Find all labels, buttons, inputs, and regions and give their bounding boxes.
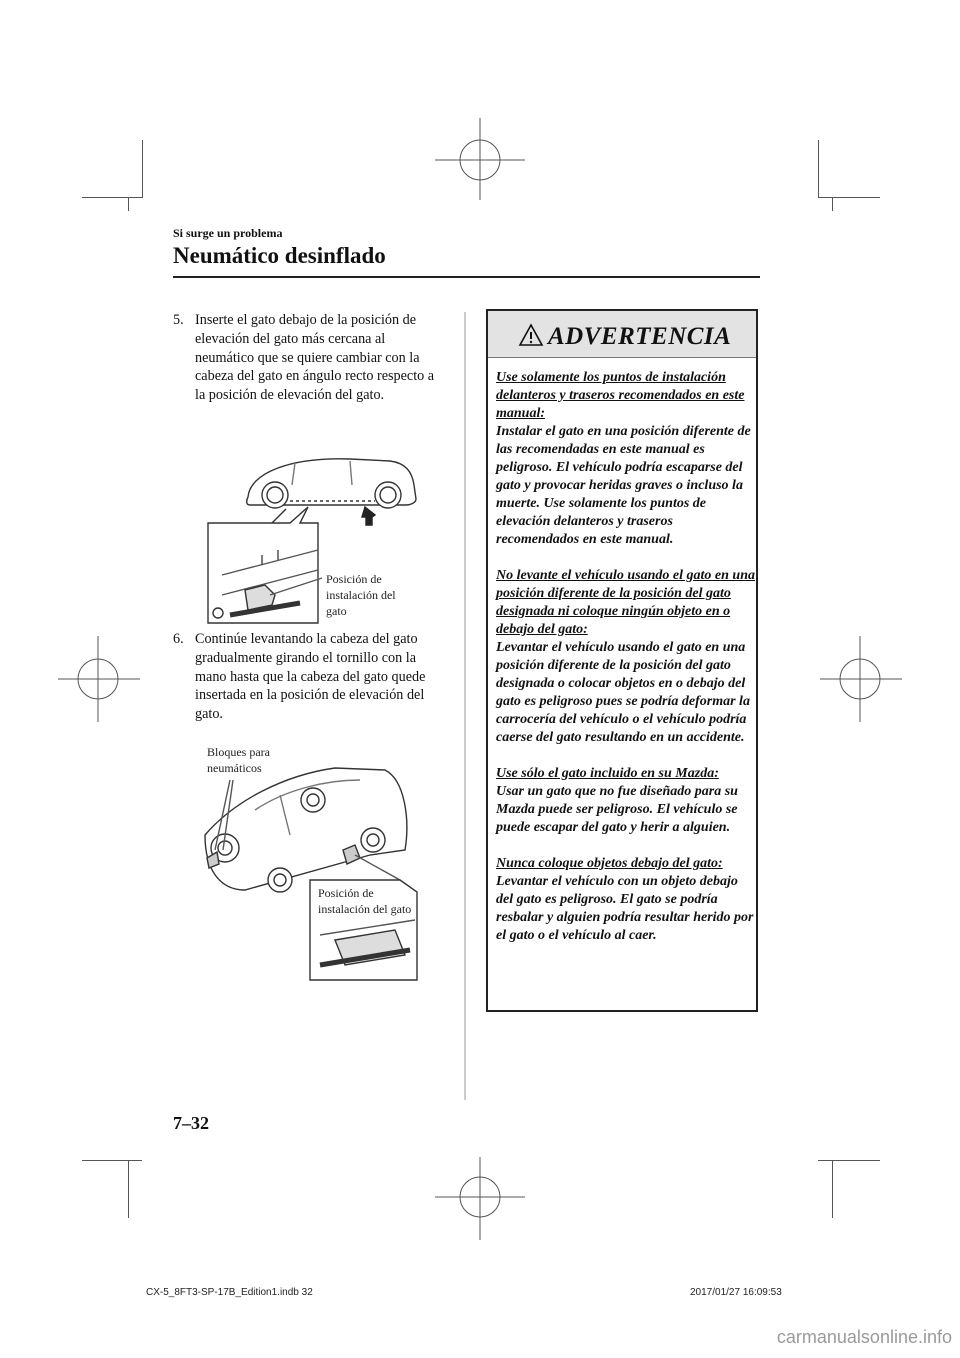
step-text: Inserte el gato debajo de la posición de elevación del gato más cercana al neumático que se quiere cambiar con la cabeza del gato en ángulo recto respecto a la posición de elevación del gato. [195,312,435,404]
warning-paragraph [496,567,758,747]
footer-file: CX-5_8FT3-SP-17B_Edition1.indb 32 [146,1287,313,1298]
step-6 [173,630,443,724]
figure2-blocks-label-line: Bloques para [207,745,270,759]
figure2-blocks-label [207,744,270,776]
section-label: Si surge un problema [173,226,283,240]
watermark: carmanualsonline.info [776,1327,952,1347]
figure1-label [326,571,396,619]
warning-triangle-icon [518,323,544,347]
warning-heading: No levante el vehículo usando el gato en una posición diferente de la posición del gato designada ni coloque ningún objeto en o debajo del gato: [496,568,755,637]
figure-jack-lift [195,740,425,985]
footer-timestamp: 2017/01/27 16:09:53 [690,1287,782,1298]
header-rule [173,276,760,278]
page-number: 7–32 [173,1113,209,1133]
warning-text: Levantar el vehículo con un objeto debajo del gato es peligroso. El gato se podría resbalar y alguien podría resultar herido por el gato o el vehículo al caer. [496,874,754,943]
warning-paragraph [496,765,758,837]
page-title: Neumático desinflado [173,243,386,268]
warning-text: Usar un gato que no fue diseñado para su Mazda puede ser peligroso. El vehículo se puede escapar del gato y herir a alguien. [496,784,738,835]
warning-paragraph [496,855,758,945]
figure2-jack-label-line: Posición de [318,886,374,900]
step-number: 5. [173,312,184,328]
warning-header [488,311,756,358]
figure1-label-line: Posición de [326,572,382,586]
figure2-jack-label [318,885,411,917]
step-text: Continúe levantando la cabeza del gato gradualmente girando el tornillo con la mano hasta que la cabeza del gato quede insertada en la posición de elevación del gato. [195,631,426,723]
figure2-blocks-label-line: neumáticos [207,761,262,775]
warning-heading: Nunca coloque objetos debajo del gato: [496,856,723,871]
warning-body [496,369,758,963]
figure1-label-line: instalación del [326,588,396,602]
warning-text: Instalar el gato en una posición diferente de las recomendadas en este manual es peligroso. El vehículo podría escaparse del gato y provocar heridas graves o incluso la muerte. Use solamente los puntos de elevación delanteros y traseros recomendados en este manual. [496,424,751,547]
warning-text: Levantar el vehículo usando el gato en una posición diferente de la posición del gato designada o colocar objetos en o debajo del gato es peligroso pues se podría deformar la carrocería del vehículo o el vehículo podría caerse del gato resultando en un accidente. [496,640,750,745]
warning-title: ADVERTENCIA [548,323,732,350]
warning-box [486,309,758,1012]
step-number: 6. [173,631,184,647]
figure1-label-line: gato [326,604,347,618]
warning-heading: Use solamente los puntos de instalación delanteros y traseros recomendados en este manual: [496,370,745,421]
warning-heading: Use sólo el gato incluido en su Mazda: [496,766,719,781]
step-5 [173,311,443,405]
warning-paragraph [496,369,758,549]
figure2-jack-label-line: instalación del gato [318,902,412,916]
